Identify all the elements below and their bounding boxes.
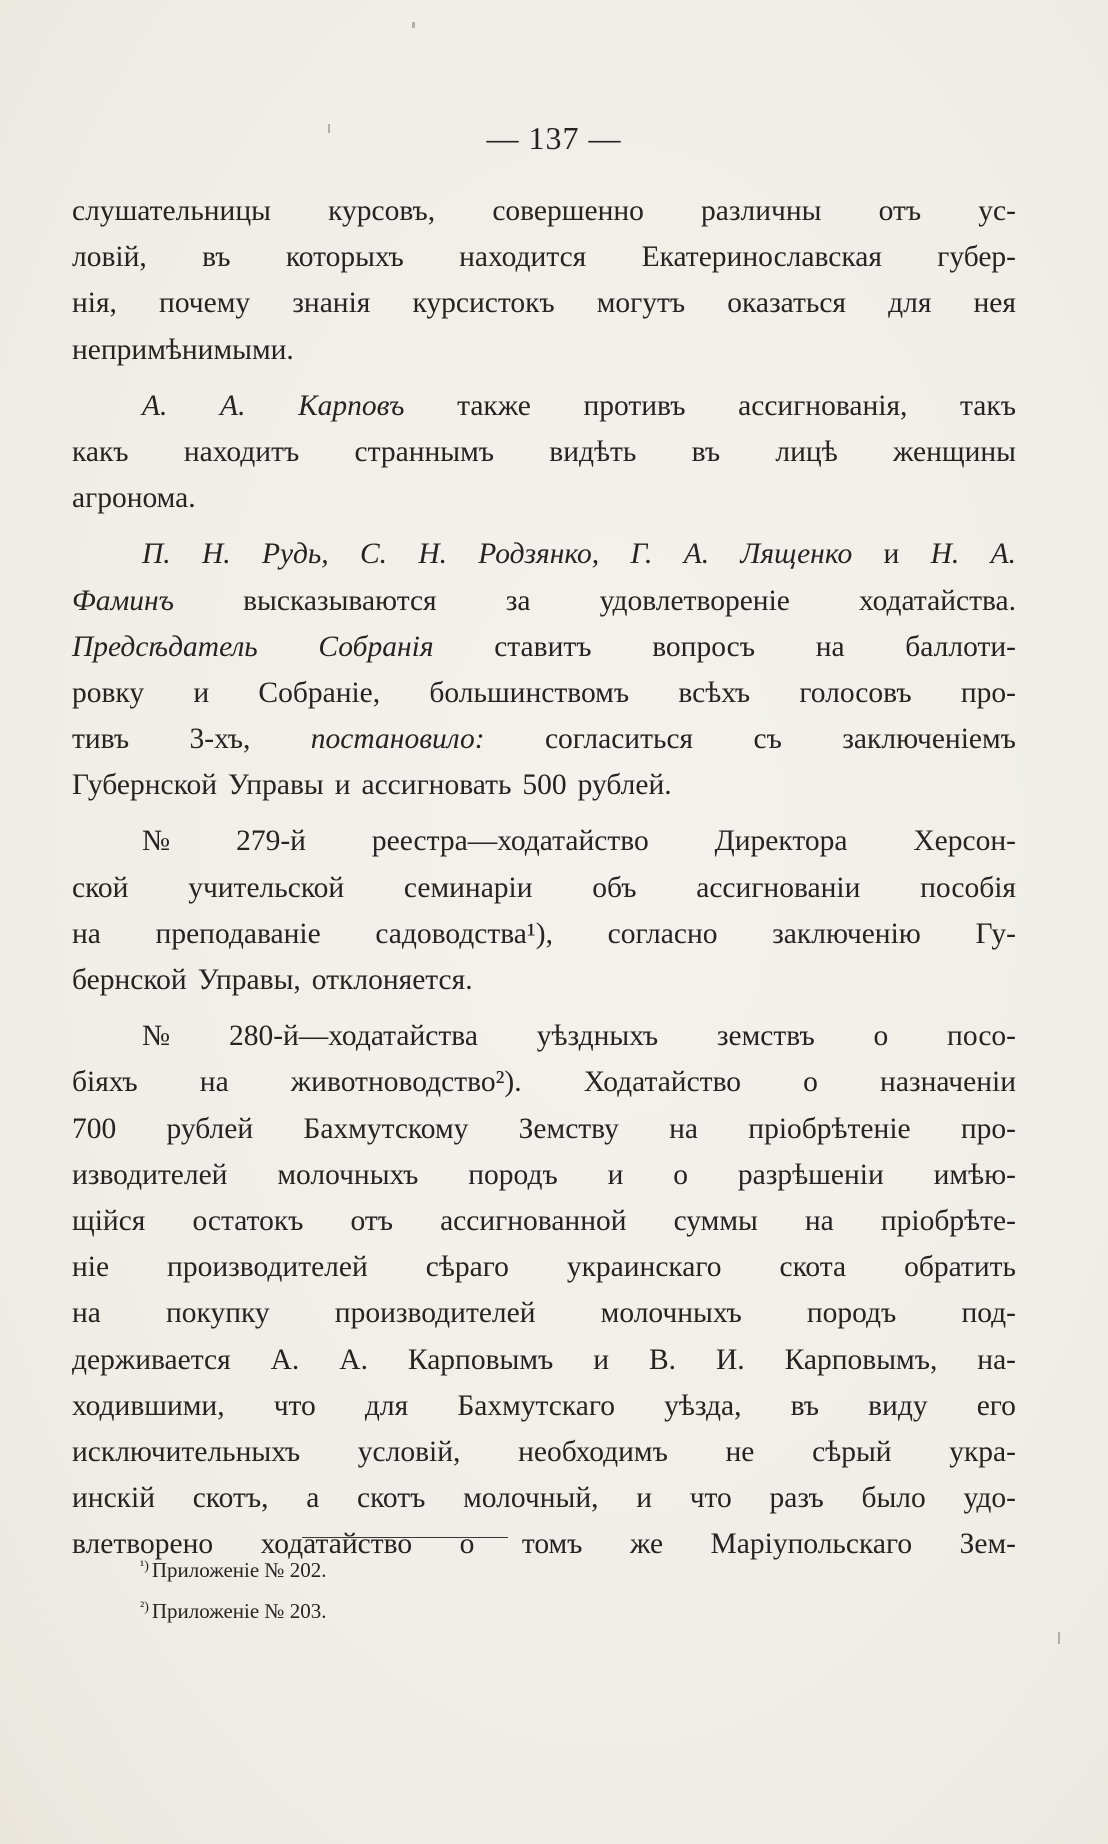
word: которыхъ	[285, 241, 404, 274]
word: и	[193, 676, 210, 709]
word: Гу-	[975, 917, 1016, 950]
word: рублей	[166, 1112, 254, 1145]
word: преподаваніе	[155, 917, 321, 950]
word: Управы	[228, 769, 324, 802]
word: Ходатайство	[583, 1066, 742, 1099]
word: Н.	[418, 538, 447, 571]
word: земствъ	[716, 1020, 815, 1053]
word: и	[883, 538, 900, 571]
word: производителей	[167, 1251, 368, 1284]
footnote-text: Приложеніе № 203.	[151, 1599, 327, 1623]
word: исключительныхъ	[72, 1435, 301, 1468]
footnote-text: Приложеніе № 202.	[151, 1558, 327, 1582]
text-line	[72, 1106, 1016, 1152]
word: о	[873, 1020, 889, 1053]
word: изводителей	[72, 1158, 228, 1191]
text-line	[72, 280, 1016, 326]
word: семинаріи	[403, 871, 533, 904]
scan-speck	[1058, 1632, 1060, 1644]
word: баллоти-	[905, 630, 1016, 663]
word: видѣть	[549, 435, 637, 468]
word: В.	[648, 1343, 677, 1376]
word: А.	[683, 538, 710, 571]
word: уѣздныхъ	[536, 1020, 659, 1053]
word: находится	[459, 241, 587, 274]
word: губер-	[937, 241, 1016, 274]
text-line	[72, 578, 1016, 624]
word: постановило:	[310, 723, 485, 756]
text-line	[72, 1475, 1016, 1521]
word: и	[593, 1343, 609, 1376]
word: ходатайство	[260, 1528, 413, 1561]
word: въ	[790, 1389, 820, 1422]
word: разъ	[769, 1482, 824, 1515]
word: держивается	[72, 1343, 231, 1376]
word: ходившими,	[72, 1389, 225, 1422]
word: условій,	[357, 1435, 461, 1468]
word: удо-	[963, 1482, 1016, 1515]
word: ловій,	[72, 241, 147, 274]
word: украинскаго	[566, 1251, 722, 1284]
word: учительской	[188, 871, 345, 904]
word: заключенію	[772, 917, 921, 950]
word: 500	[522, 769, 567, 802]
text-line	[72, 1198, 1016, 1244]
word: Губернской	[72, 769, 218, 802]
word: 700	[72, 1112, 117, 1145]
word: Фаминъ	[72, 584, 174, 617]
word: Бахмутскому	[303, 1112, 469, 1145]
word: Карповымъ	[407, 1343, 554, 1376]
word: Зем-	[959, 1528, 1016, 1561]
word: знанія	[292, 287, 371, 320]
word: Г.	[630, 538, 653, 571]
word: всѣхъ	[678, 676, 751, 709]
word: пріобрѣтеніе	[748, 1112, 911, 1145]
text-line	[72, 670, 1016, 716]
word: о	[803, 1066, 818, 1099]
word: разрѣшеніи	[737, 1158, 884, 1191]
word: И.	[715, 1343, 745, 1376]
word: С.	[359, 538, 388, 571]
word: про-	[960, 1112, 1016, 1145]
word: скота	[779, 1251, 847, 1284]
word: вопросъ	[652, 630, 756, 663]
word: №	[142, 825, 171, 858]
word: 3-хъ,	[189, 723, 251, 756]
word: укра-	[949, 1435, 1016, 1468]
word: сѣрый	[812, 1435, 892, 1468]
page-number: — 137 —	[486, 120, 622, 156]
word: о	[459, 1528, 475, 1561]
word: въ	[202, 241, 231, 274]
word: посо-	[947, 1020, 1016, 1053]
word: уѣзда,	[664, 1389, 742, 1422]
word: щійся	[72, 1204, 146, 1237]
word: Предсѣдатель	[72, 630, 258, 663]
word: на	[804, 1204, 834, 1237]
word: и	[607, 1158, 624, 1191]
text-line	[72, 188, 1016, 234]
scan-speck	[412, 22, 415, 28]
word: находитъ	[183, 435, 300, 468]
word: на	[199, 1066, 229, 1099]
text-line	[72, 1059, 1016, 1105]
word: обратить	[904, 1251, 1016, 1284]
word: оказаться	[727, 287, 847, 320]
word: Н.	[201, 538, 231, 571]
word: реестра—ходатайство	[371, 825, 649, 858]
word: тивъ	[72, 723, 130, 756]
text-line	[72, 531, 1016, 577]
word: породъ	[468, 1158, 558, 1191]
word: согласно	[607, 917, 718, 950]
footnote-mark: ²)	[140, 1600, 149, 1615]
word: на	[815, 630, 845, 663]
word: что	[273, 1389, 316, 1422]
word: женщины	[893, 435, 1016, 468]
word: за	[505, 584, 531, 617]
word: виду	[868, 1389, 928, 1422]
word: №	[142, 1020, 171, 1053]
word: Н.	[930, 538, 960, 571]
word: для	[364, 1389, 409, 1422]
word: молочный,	[463, 1482, 599, 1515]
footnotes	[140, 1548, 326, 1630]
word: объ	[592, 871, 637, 904]
word: же	[629, 1528, 664, 1561]
word: скотъ	[357, 1482, 426, 1515]
word: Рудь,	[261, 538, 329, 571]
footnote-divider	[302, 1537, 508, 1538]
text-line	[72, 911, 1016, 957]
word: Управы,	[197, 964, 301, 996]
word: а	[306, 1482, 320, 1515]
word: не	[725, 1435, 755, 1468]
word: имѣю-	[933, 1158, 1016, 1191]
word: его	[976, 1389, 1016, 1422]
word: молочныхъ	[277, 1158, 419, 1191]
word: удовлетвореніе	[599, 584, 790, 617]
text-line	[72, 1429, 1016, 1475]
word: необходимъ	[518, 1435, 668, 1468]
word: на-	[977, 1343, 1016, 1376]
text-line	[72, 762, 1016, 808]
word: о	[673, 1158, 689, 1191]
text-line	[72, 1152, 1016, 1198]
word: рублей.	[577, 769, 672, 802]
word: отклоняется.	[311, 964, 473, 996]
word: ской	[72, 871, 129, 904]
word: для	[888, 287, 932, 320]
word: различны	[701, 195, 822, 227]
word: молочныхъ	[600, 1297, 742, 1330]
word: согласиться	[544, 723, 694, 756]
word: под-	[961, 1297, 1016, 1330]
word: какъ	[72, 435, 129, 468]
word: суммы	[673, 1204, 758, 1237]
word: ніе	[72, 1251, 110, 1284]
word: инскій	[72, 1482, 155, 1515]
text-line	[72, 624, 1016, 670]
text-line	[72, 818, 1016, 864]
word: нея	[973, 287, 1016, 320]
word: отъ	[350, 1204, 394, 1237]
word: Маріупольскаго	[710, 1528, 913, 1561]
word: скотъ,	[192, 1482, 269, 1515]
word: Херсон-	[913, 825, 1016, 858]
word: большинствомъ	[429, 676, 630, 709]
word: ассигнованія,	[738, 389, 908, 422]
word: нія,	[72, 287, 117, 320]
word: лицѣ	[775, 435, 838, 468]
word: назначеніи	[880, 1066, 1016, 1099]
word: производителей	[334, 1297, 536, 1330]
footnote	[140, 1589, 326, 1630]
text-line	[72, 475, 1016, 521]
word: ставитъ	[494, 630, 592, 663]
text-line	[72, 383, 1016, 429]
word: остатокъ	[192, 1204, 304, 1237]
word: про-	[960, 676, 1016, 709]
word: породъ	[806, 1297, 897, 1330]
word: ровку	[72, 676, 145, 709]
word: покупку	[166, 1297, 270, 1330]
word: могутъ	[596, 287, 686, 320]
word: было	[861, 1482, 926, 1515]
word: и	[334, 769, 351, 802]
word: Собраніе,	[258, 676, 381, 709]
word: пособія	[920, 871, 1016, 904]
word: томъ	[521, 1528, 583, 1561]
word: слушательницы	[72, 195, 271, 227]
word: что	[689, 1482, 732, 1515]
word: А.	[339, 1343, 368, 1376]
word: ходатайства.	[858, 584, 1016, 617]
word: на	[669, 1112, 699, 1145]
word: А.	[220, 389, 246, 422]
text-line	[72, 957, 1016, 1003]
word: курсовъ,	[328, 195, 436, 227]
word: страннымъ	[354, 435, 495, 468]
text-line	[72, 429, 1016, 475]
word: также	[457, 389, 531, 422]
word: животноводство²).	[290, 1066, 522, 1099]
word: Директора	[714, 825, 848, 858]
word: на	[72, 917, 101, 950]
word: А.	[142, 389, 168, 422]
word: влетворено	[72, 1528, 214, 1561]
text-line	[72, 1383, 1016, 1429]
word: пріобрѣте-	[880, 1204, 1016, 1237]
body-text	[72, 188, 1016, 1567]
word: непримѣнимыми.	[72, 333, 294, 366]
word: П.	[142, 538, 171, 571]
word: такъ	[960, 389, 1016, 422]
word: А.	[990, 538, 1016, 571]
word: ассигнованіи	[696, 871, 861, 904]
word: съ	[753, 723, 782, 756]
word: Карповъ	[298, 389, 405, 422]
word: на	[72, 1297, 101, 1330]
word: голосовъ	[799, 676, 912, 709]
text-line	[72, 1244, 1016, 1290]
word: противъ	[583, 389, 686, 422]
footnote	[140, 1548, 326, 1589]
word: Бахмутскаго	[457, 1389, 615, 1422]
word: біяхъ	[72, 1066, 138, 1099]
word: и	[636, 1482, 652, 1515]
word: Родзянко,	[478, 538, 600, 571]
word: заключеніемъ	[842, 723, 1016, 756]
text-line	[72, 865, 1016, 911]
word: Собранія	[318, 630, 434, 663]
text-line	[72, 1337, 1016, 1383]
word: садоводства¹),	[375, 917, 553, 950]
word: Лященко	[740, 538, 853, 571]
word: ассигнованной	[440, 1204, 627, 1237]
word: почему	[159, 287, 251, 320]
word: Карповымъ,	[784, 1343, 938, 1376]
word: агронома.	[72, 482, 196, 515]
text-line	[72, 234, 1016, 280]
word: Екатеринославская	[641, 241, 882, 274]
footnote-mark: ¹)	[140, 1559, 149, 1574]
word: сѣраго	[425, 1251, 509, 1284]
word: бернской	[72, 964, 187, 996]
word: ассигновать	[361, 769, 512, 802]
text-line	[72, 1290, 1016, 1336]
word: А.	[270, 1343, 300, 1376]
word: Земству	[518, 1112, 619, 1145]
word: совершенно	[492, 195, 644, 227]
text-line	[72, 1013, 1016, 1059]
text-line	[72, 716, 1016, 762]
text-line	[72, 327, 1016, 373]
word: отъ	[878, 195, 922, 227]
word: 279-й	[236, 825, 306, 858]
word: курсистокъ	[412, 287, 555, 320]
word: 280-й—ходатайства	[228, 1020, 478, 1053]
word: въ	[691, 435, 721, 468]
word: ус-	[978, 195, 1016, 227]
word: высказываются	[243, 584, 437, 617]
